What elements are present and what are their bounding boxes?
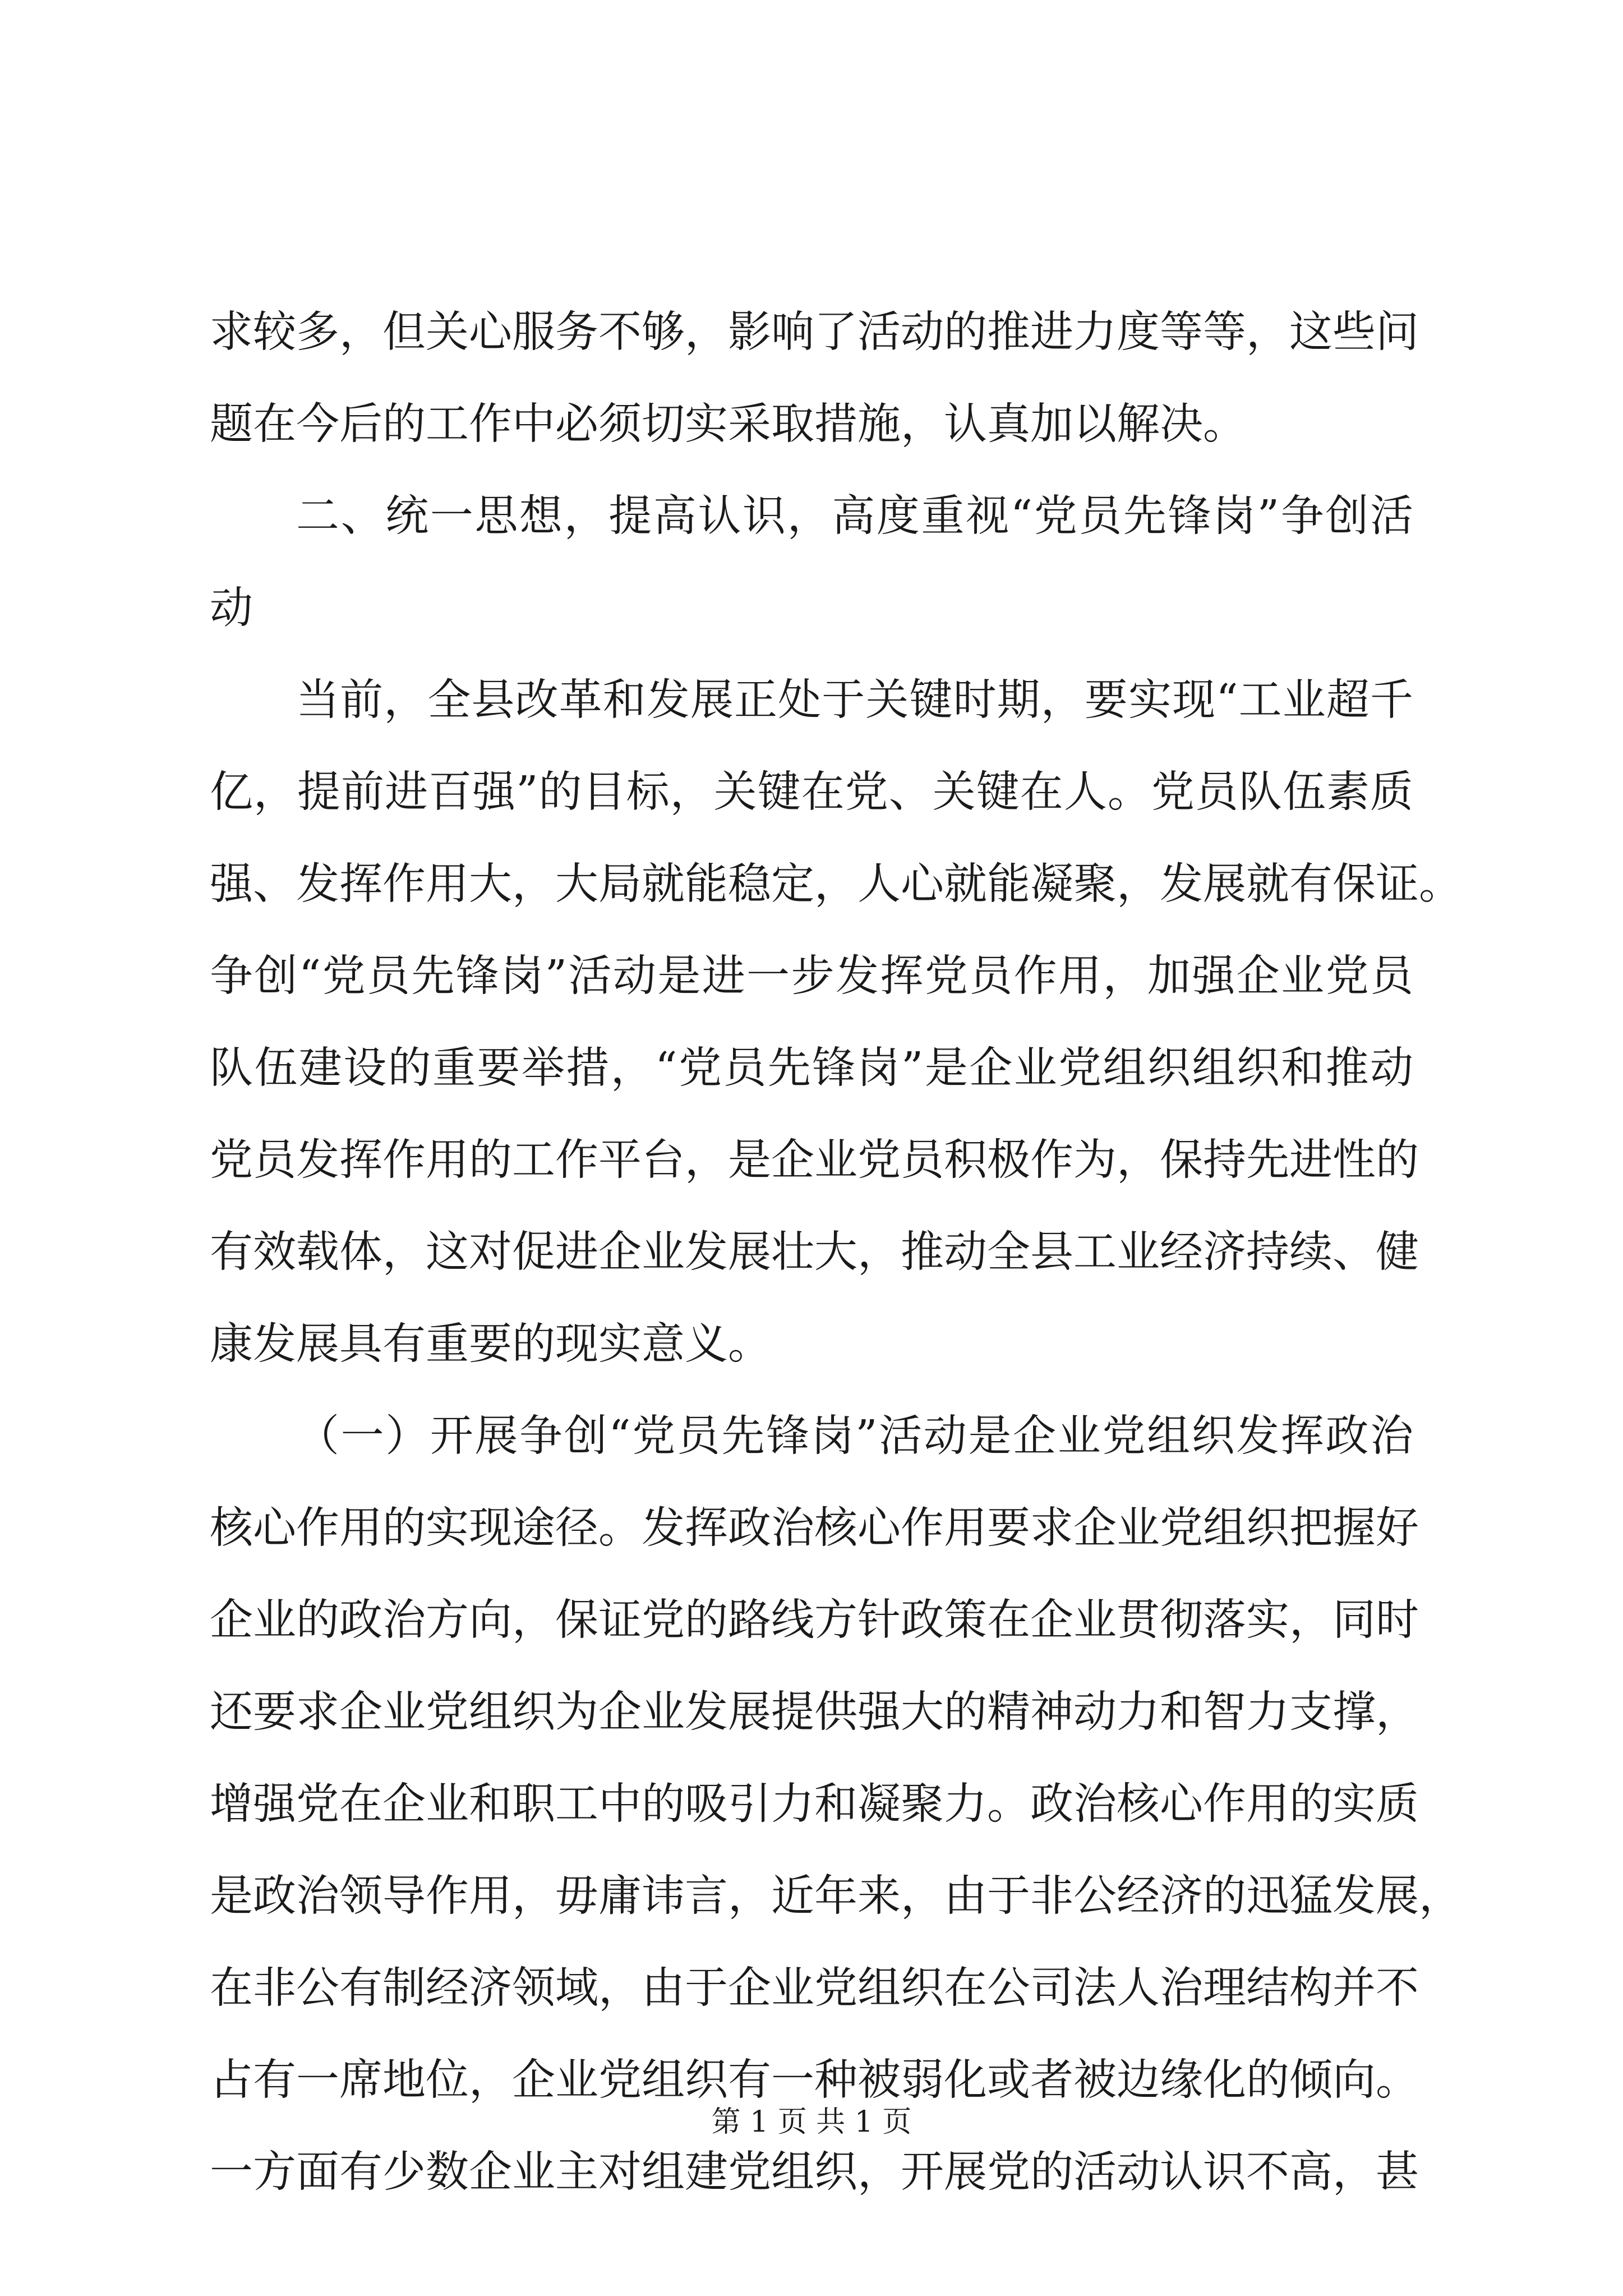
text-line: 争创“党员先锋岗”活动是进一步发挥党员作用，加强企业党员	[210, 951, 1413, 1001]
text-line: 核心作用的实现途径。发挥政治核心作用要求企业党组织把握好	[210, 1503, 1419, 1553]
text-line: 党员发挥作用的工作平台，是企业党员积极作为，保持先进性的	[210, 1135, 1419, 1185]
text-line: 康发展具有重要的现实意义。	[210, 1319, 771, 1369]
text-line: 是政治领导作用，毋庸讳言，近年来，由于非公经济的迅猛发展，	[210, 1871, 1462, 1921]
text-line: 有效载体，这对促进企业发展壮大，推动全县工业经济持续、健	[210, 1227, 1419, 1277]
text-line: 队伍建设的重要举措，“党员先锋岗”是企业党组织组织和推动	[210, 1043, 1413, 1093]
text-line: 强、发挥作用大，大局就能稳定，人心就能凝聚，发展就有保证。	[210, 859, 1462, 909]
text-line: （一）开展争创“党员先锋岗”活动是企业党组织发挥政治	[296, 1411, 1413, 1461]
text-line: 一方面有少数企业主对组建党组织，开展党的活动认识不高，甚	[210, 2147, 1419, 2197]
text-line: 企业的政治方向，保证党的路线方针政策在企业贯彻落实，同时	[210, 1595, 1419, 1645]
text-line: 当前，全县改革和发展正处于关键时期，要实现“工业超千	[296, 675, 1413, 725]
text-line: 增强党在企业和职工中的吸引力和凝聚力。政治核心作用的实质	[210, 1779, 1419, 1829]
document-body	[210, 287, 1462, 2219]
text-line: 在非公有制经济领域，由于企业党组织在公司法人治理结构并不	[210, 1963, 1419, 2013]
text-line: 题在今后的工作中必须切实采取措施，认真加以解决。	[210, 399, 1246, 449]
page-footer: 第 1 页 共 1 页	[711, 2105, 912, 2139]
section-heading-line: 动	[210, 583, 253, 633]
section-heading-line: 二、统一思想，提高认识，高度重视“党员先锋岗”争创活	[296, 491, 1413, 541]
text-line: 亿，提前进百强”的目标，关键在党、关键在人。党员队伍素质	[210, 767, 1413, 817]
text-line: 还要求企业党组织为企业发展提供强大的精神动力和智力支撑，	[210, 1687, 1419, 1737]
text-line: 求较多，但关心服务不够，影响了活动的推进力度等等，这些问	[210, 307, 1419, 357]
text-line: 占有一席地位，企业党组织有一种被弱化或者被边缘化的倾向。	[210, 2055, 1419, 2105]
